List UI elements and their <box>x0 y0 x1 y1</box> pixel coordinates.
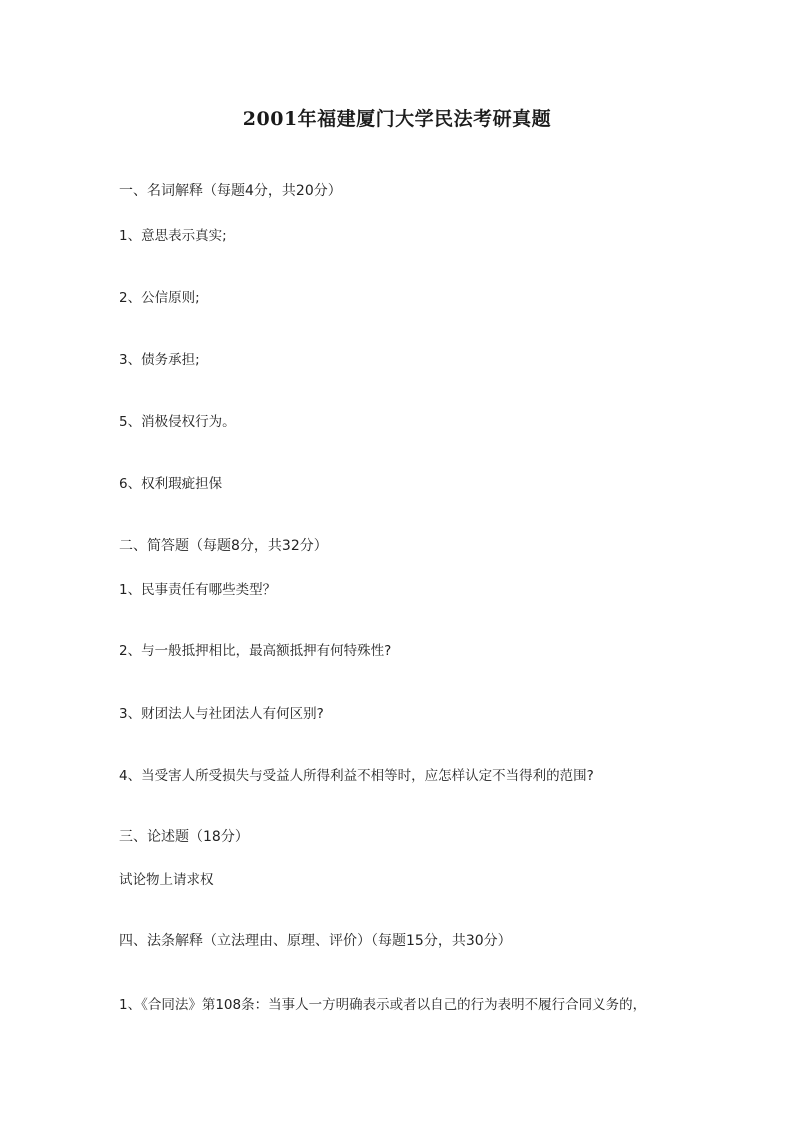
question-item: 3、债务承担; <box>119 352 200 368</box>
section-heading-1: 一、名词解释（每题4分，共20分） <box>119 183 342 199</box>
question-item: 1、《合同法》第108条：当事人一方明确表示或者以自己的行为表明不履行合同义务的， <box>119 997 647 1013</box>
section-heading-3: 三、论述题（18分） <box>119 829 249 845</box>
question-item: 2、与一般抵押相比，最高额抵押有何特殊性? <box>119 643 392 659</box>
section-heading-2: 二、简答题（每题8分，共32分） <box>119 538 328 554</box>
question-item: 5、消极侵权行为。 <box>119 414 236 430</box>
document-title: 2001年福建厦门大学民法考研真题 <box>242 108 552 130</box>
question-item: 试论物上请求权 <box>119 872 214 888</box>
question-item: 4、当受害人所受损失与受益人所得利益不相等时，应怎样认定不当得利的范围? <box>119 768 594 784</box>
section-heading-4: 四、法条解释（立法理由、原理、评价）（每题15分，共30分） <box>119 933 512 949</box>
question-item: 1、意思表示真实; <box>119 228 227 244</box>
question-item: 3、财团法人与社团法人有何区别? <box>119 706 324 722</box>
question-item: 1、民事责任有哪些类型？ <box>119 582 277 598</box>
question-item: 6、权利瑕疵担保 <box>119 476 223 492</box>
question-item: 2、公信原则; <box>119 290 200 306</box>
